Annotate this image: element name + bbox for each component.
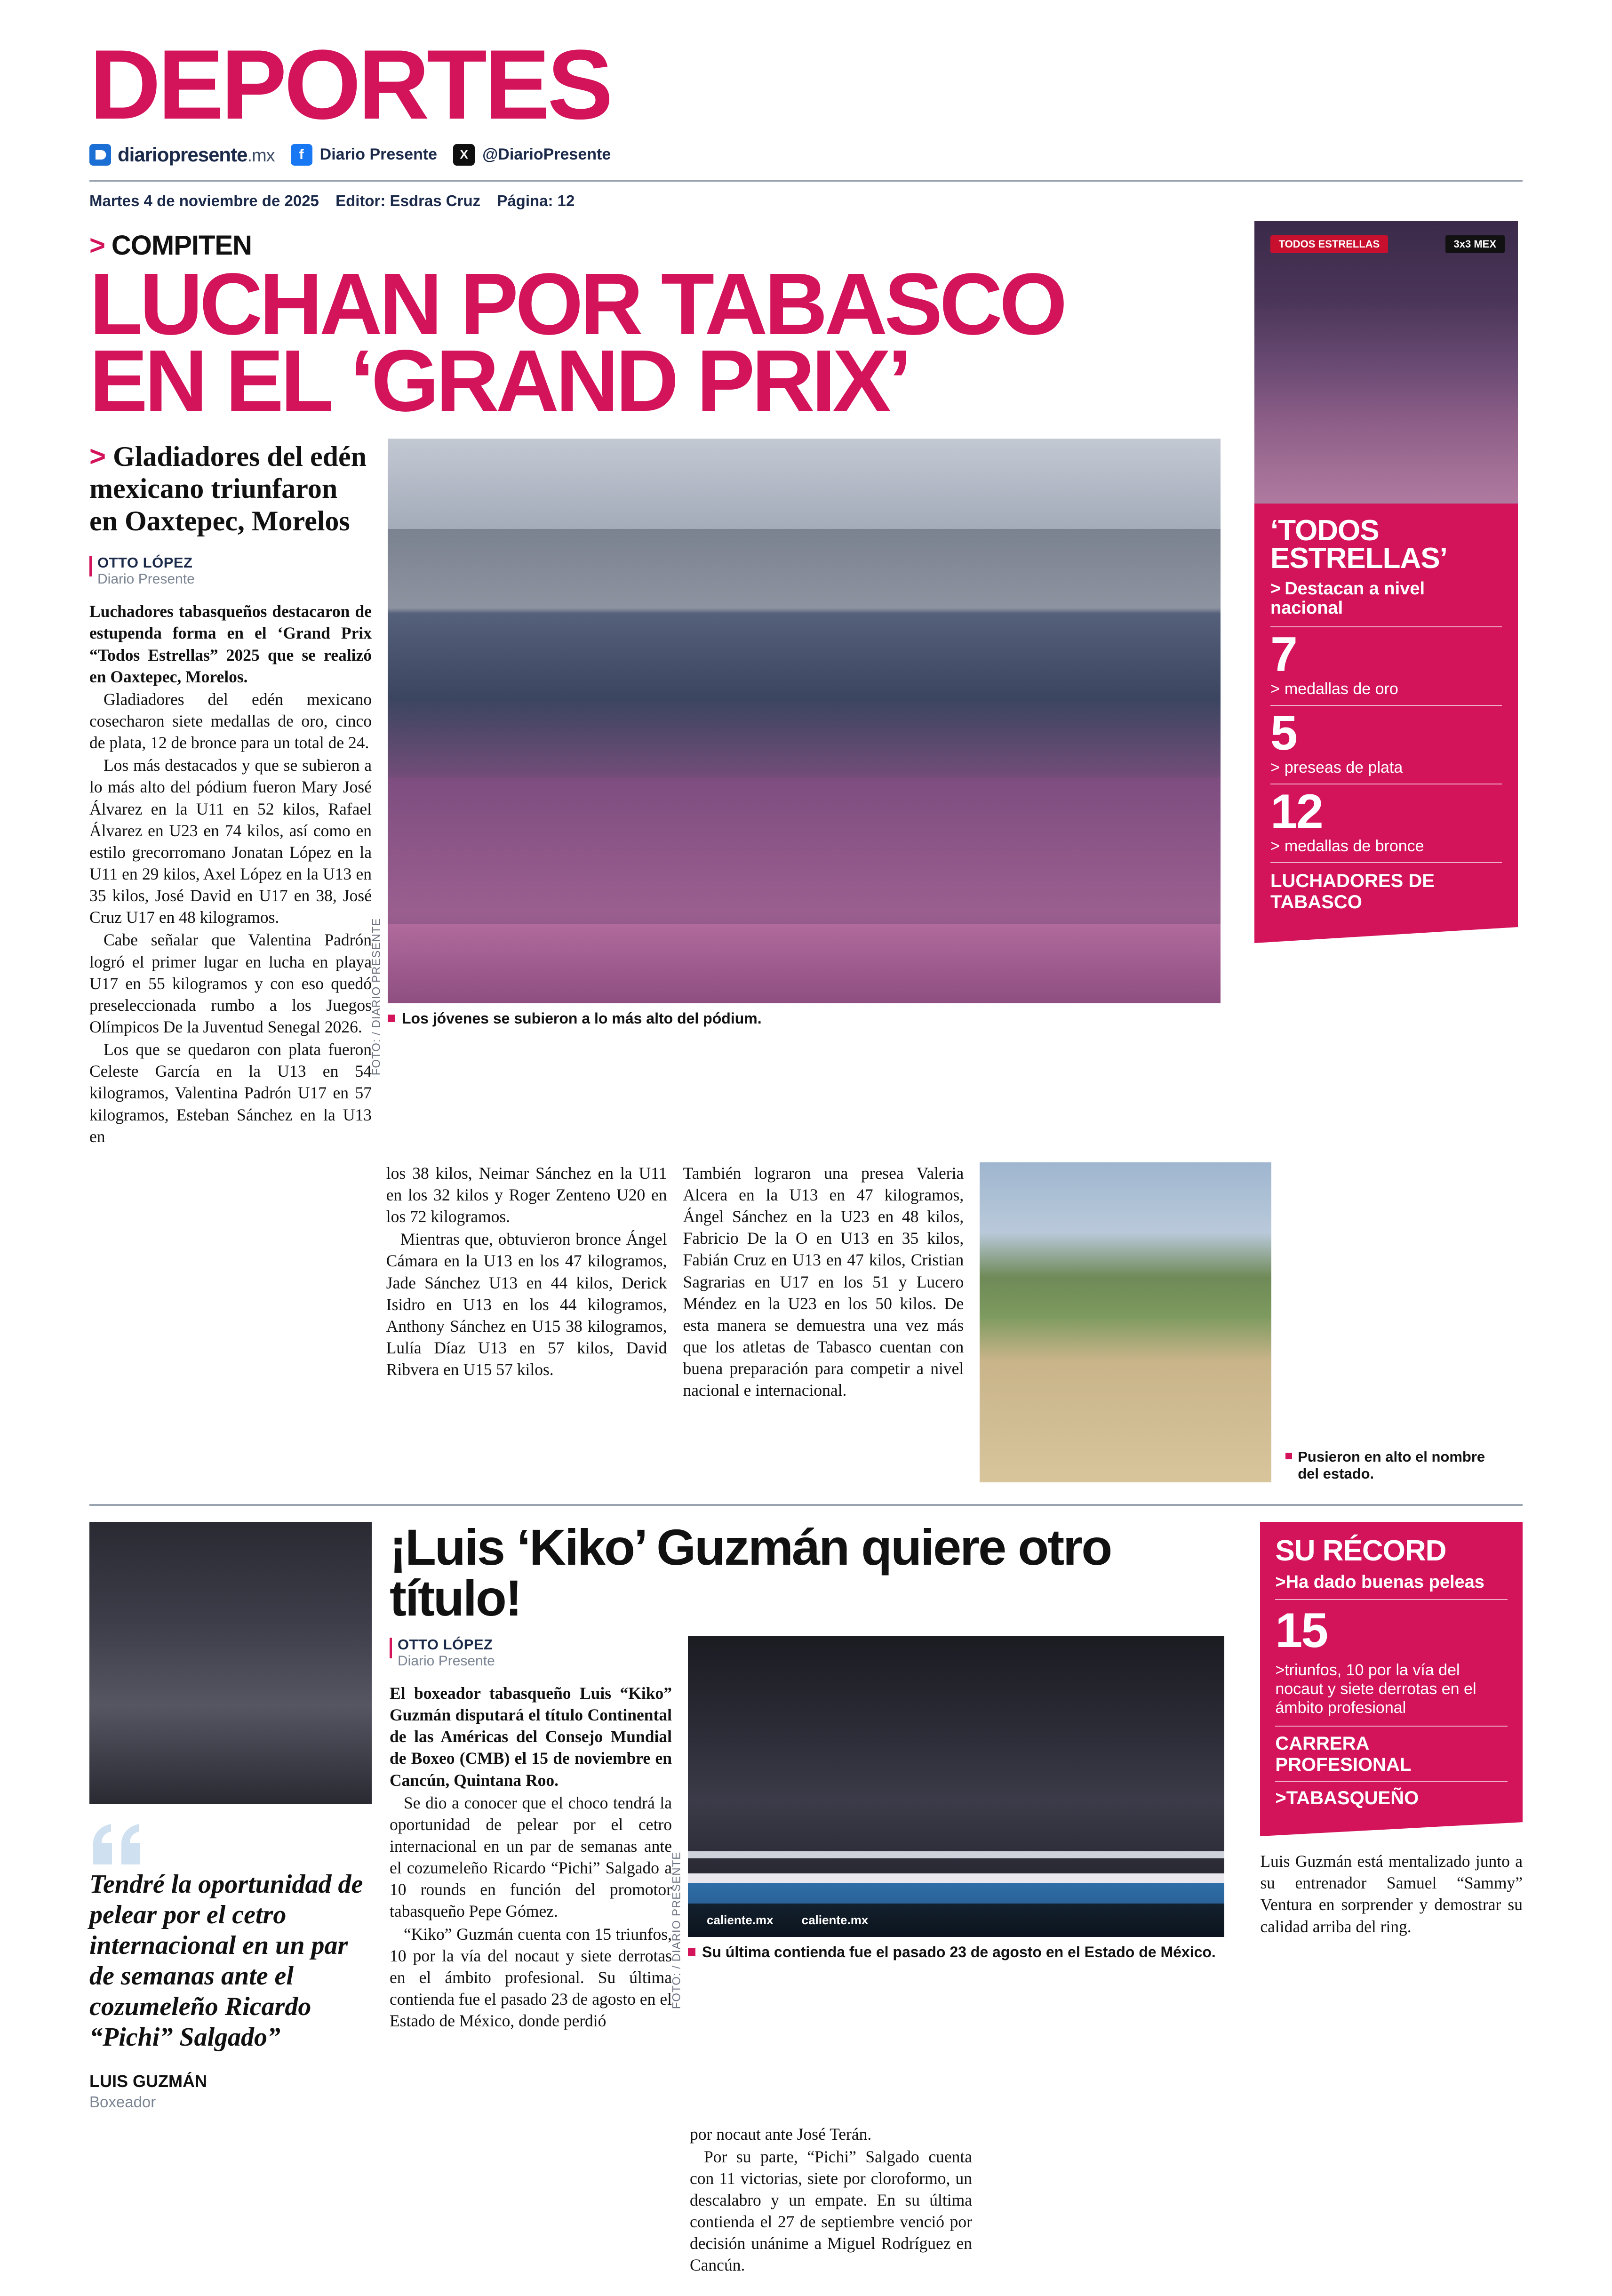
caption-bullet-icon [1285,1453,1292,1459]
story1-column-2 [386,1162,667,1482]
ring-sponsor-banner: caliente.mx caliente.mx [688,1904,1224,1936]
record-subtitle: >Ha dado buenas peleas [1275,1572,1484,1592]
story1-factbox [1254,504,1518,927]
factbox-arrow-icon: > [1270,578,1281,599]
record-label-arrow-icon: > [1275,1661,1285,1679]
factbox-stat [1270,705,1502,777]
story2-byline-org: Diario Presente [398,1653,495,1669]
story1-byline-name: OTTO LÓPEZ [97,554,193,571]
story1-c2-p1: los 38 kilos, Neimar Sánchez en la U11 en los 32 kilos y Roger Zenteno U20 en los 72 kilogramos. [386,1163,667,1226]
story1-photo-credit: FOTO: / DIARIO PRESENTE [370,918,383,1076]
quote-icon [89,1823,372,1865]
story2-bottom [0,2123,1612,2277]
story2-quote-role: Boxeador [89,2093,156,2111]
story2-column-2 [690,2123,972,2277]
x-twitter-icon: X [453,144,475,166]
deck-arrow-icon: > [89,440,106,472]
story1-lede: Luchadores tabasqueños destacaron de estupenda forma en el ‘Grand Prix “Todos Estrellas” 2025 que se realizó en Oaxtepec, Morelos. [89,602,372,686]
masthead-bar [89,144,1523,166]
story2-byline [390,1636,672,1669]
story1-c2-p2: Mientras que, obtuvieron bronce Ángel Cámara en la U13 en los 47 kilogramos, Jade Sánchez U13 en 44 kilos, Derick Isidro en U13 en los 44 kilogramos, Anthony Sánchez en U15 38 kilogramos, Lulía Díaz U13 en 57 kilos, David Ribvera en U15 57 kilos. [386,1230,667,1379]
stat-arrow-icon: > [1270,680,1280,698]
story1-p5: Los que se quedaron con plata fueron Celeste García en la U13 en 54 kilogramos, Valentina Padrón U17 en 57 kilogramos, Esteban Sánchez en la U13 en [89,1040,372,1146]
twitter-link[interactable] [453,144,611,166]
stat-arrow-icon: > [1270,837,1280,855]
dateline [89,192,1523,210]
factbox-stat-label: > medallas de oro [1270,680,1398,698]
masthead-divider [89,180,1523,182]
story2-c2-p1: por nocaut ante José Terán. [690,2124,872,2144]
story2-c1-p2: Se dio a conocer que el choco tendrá la oportunidad de pelear por el cetro internacional en un par de semanas ante el cozumeleño Ricardo “Pichi” Salgado a 10 rounds en función del promotor tabasqueño Pepe Gómez. [390,1793,672,1921]
record-arrow-icon: > [1275,1572,1286,1592]
story1-rail-caption-text: Pusieron en alto el nombre del estado. [1298,1448,1485,1482]
story2-c1-p3: “Kiko” Guzmán cuenta con 15 triunfos, 10 por la vía del nocaut y siete derrotas en el ámbito profesional. Su última contienda fue el pasado 23 de agosto en el Estado de México, donde perdió [390,1924,672,2031]
record-footer-2: >TABASQUEÑO [1275,1781,1508,1809]
factbox-stat-label: > preseas de plata [1270,758,1403,776]
story1-byline-org: Diario Presente [97,571,195,587]
story2-c3-p1: Luis Guzmán está mentalizado junto a su entrenador Samuel “Sammy” Ventura en sorprender y demostrar su calidad arriba del ring. [1260,1852,1523,1936]
masthead [0,0,1612,166]
story1-lower [89,1162,1523,1482]
dateline-editor: Editor: Esdras Cruz [335,192,481,209]
dateline-date: Martes 4 de noviembre de 2025 [89,192,319,209]
brand-label: diariopresente.mx [118,143,275,166]
dateline-page: Página: 12 [497,192,575,209]
factbox-subtitle: > Destacan a nivel nacional [1270,578,1425,618]
story2-record-box [1260,1522,1523,1822]
event-banner-right: 3x3 MEX [1445,235,1505,253]
story1-headline [89,255,1237,430]
record-number: 15 [1275,1599,1508,1659]
story1-c3-p1: También lograron una presea Valeria Alcera en la U13 en 47 kilogramos, Ángel Sánchez en la U23 en 48 kilos, Fabricio De la O en U13 en 35 kilos, Fabián Cruz en U13 en 47 kilos, Cristian Sagrarias en U17 en los 51 y Lucero Méndez en la U23 en los 50 kilos. De esta manera se demuestra una vez más que los atletas de Tabasco cuentan con buena preparación para competir a nivel nacional e internacional. [683,1163,964,1400]
story1-rail [1254,221,1518,1148]
story1-headline-line2: EN EL ‘GRAND PRIX’ [89,332,909,430]
facebook-label: Diario Presente [319,145,438,164]
factbox-stat [1270,626,1502,698]
story2-quote-author: LUIS GUZMÁN [89,2071,207,2091]
story2-byline-name: OTTO LÓPEZ [398,1636,493,1653]
factbox-stat-label: > medallas de bronce [1270,837,1424,855]
story2-column-1 [390,1682,672,2032]
section-title: DEPORTES [89,29,611,140]
story2-lede: El boxeador tabasqueño Luis “Kiko” Guzmán disputará el título Continental de las Américas del Consejo Mundial de Boxeo (CMB) el 15 de noviembre en Cancún, Quintana Roo. [390,1684,672,1790]
story2-pullquote [89,1823,372,2111]
diario-presente-logo-icon [89,144,111,166]
caption-bullet-icon [388,1015,395,1022]
story1-photo-caption [388,1010,1221,1027]
factbox-title: ‘TODOS ESTRELLAS’ [1270,514,1447,575]
caption-bullet-icon [688,1948,695,1956]
story1-headline-line1: LUCHAN POR TABASCO [89,255,1064,353]
brand-logo[interactable] [89,144,275,166]
factbox-stat-number: 5 [1270,705,1296,760]
story2-c2-p2: Por su parte, “Pichi” Salgado cuenta con 11 victorias, siete por cloroformo, un descalabro y un empate. En su última contienda el 27 de septiembre venció por decisión unánime a Miguel Rodríguez en Cancún. [690,2147,972,2275]
story2-photo-caption [688,1944,1224,1961]
record-title: SU RÉCORD [1275,1534,1446,1567]
factbox-stat-number: 7 [1270,627,1296,682]
story1-p3: Los más destacados y que se subieron a lo más alto del pódium fueron Mary José Álvarez en la U11 en 52 kilos, Rafael Álvarez en U23 en 74 kilos, así como en estilo grecorromano Jonatan López en la U11 en 29 kilos, Axel López en la U13 en 35 kilos, José David en U17 en 38, José Cruz U17 en 48 kilogramos. [89,756,372,927]
record-label: >triunfos, 10 por la vía del nocaut y siete derrotas en el ámbito profesional [1275,1661,1476,1717]
byline-tick-icon [390,1638,392,1658]
story2-photo-credit: FOTO: / DIARIO PRESENTE [670,1851,683,2009]
story2-column-3 [1260,1850,1523,1937]
byline-tick-icon [89,556,92,576]
story2-headline: ¡Luis ‘Kiko’ Guzmán quiere otro título! [390,1518,1111,1626]
twitter-label: @DiarioPresente [482,145,611,164]
story1-kicker-label: COMPITEN [111,230,252,261]
story1-column-3 [683,1162,964,1482]
story-main [0,221,1612,1482]
story2-quote-text: Tendré la oportunidad de pelear por el cetro internacional en un par de semanas ante el cozumeleño Ricardo “Pichi” Salgado” [89,1869,363,2052]
facebook-icon: f [291,144,312,166]
photo-background-hall [388,439,1221,529]
story2-fighter-photo [89,1522,372,1804]
event-banner-left: TODOS ESTRELLAS [1270,235,1389,253]
factbox-stat [1270,784,1502,856]
story1-p2: Gladiadores del edén mexicano cosecharon siete medallas de oro, cinco de plata, 12 de bronce para un total de 24. [89,689,372,752]
record-footer-arrow-icon: > [1275,1788,1286,1809]
story1-beach-photo [980,1162,1271,1482]
story1-column-1 [89,600,372,1147]
story-divider [89,1504,1523,1506]
story1-deck [89,440,372,537]
story1-deck-text: Gladiadores del edén mexicano triunfaron en Oaxtepec, Morelos [89,440,367,536]
photo-athletes-group [421,608,1187,969]
story-secondary [0,1518,1612,2111]
factbox-footer: LUCHADORES DE TABASCO [1270,862,1502,913]
story1-p4: Cabe señalar que Valentina Padrón logró el primer lugar en lucha en playa U17 en 55 kilogramos y con eso quedó preseleccionada rumbo a los Juegos Olímpicos De la Juventud Senegal 2026. [89,930,372,1036]
story1-rail-caption [1285,1448,1507,1482]
stat-arrow-icon: > [1270,758,1280,776]
chevron-right-icon: > [89,230,105,261]
facebook-link[interactable] [291,144,437,166]
record-footer-1: CARRERA PROFESIONAL [1275,1726,1508,1776]
story1-byline [89,554,372,587]
story1-rail-photo [1254,221,1518,504]
factbox-stat-number: 12 [1270,784,1322,839]
story1-photo-caption-text: Los jóvenes se subieron a lo más alto del pódium. [402,1009,762,1027]
story2-photo-caption-text: Su última contienda fue el pasado 23 de agosto en el Estado de México. [702,1943,1216,1960]
